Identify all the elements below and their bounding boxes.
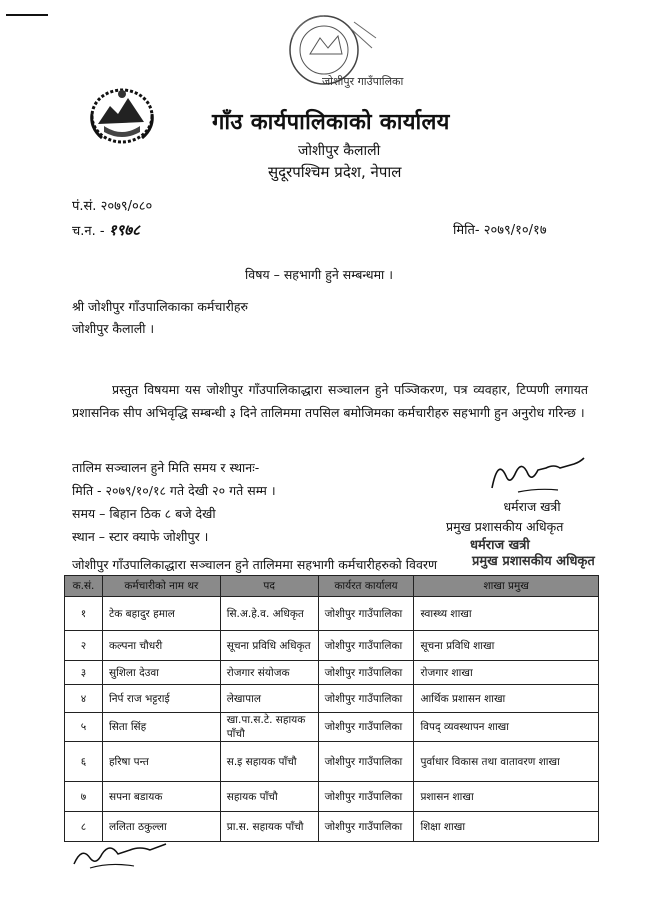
cell-branch: विपद् व्यवस्थापन शाखा [414, 713, 599, 742]
participants-table [64, 575, 599, 842]
cell-sn: ६ [65, 742, 103, 782]
cell-office: जोशीपुर गाउँपालिका [318, 713, 414, 742]
cell-name: कल्पना चौधरी [102, 631, 220, 661]
cell-post: प्रा.स. सहायक पाँचौ [220, 812, 318, 842]
cell-name: हरिषा पन्त [102, 742, 220, 782]
cell-branch: सूचना प्रविधि शाखा [414, 631, 599, 661]
table-row [65, 661, 599, 685]
addressee-line-2: जोशीपुर कैलाली । [72, 321, 155, 336]
cell-sn: ७ [65, 782, 103, 812]
top-left-dash [6, 14, 48, 16]
header-post: पद [220, 576, 318, 597]
office-location: जोशीपुर कैलाली [298, 143, 381, 159]
training-date: मिति - २०७९/१०/१८ गते देखी २० गते सम्म । [72, 483, 276, 498]
cell-sn: १ [65, 597, 103, 631]
signer-name: धर्मराज खत्री [503, 499, 561, 514]
table-row [65, 742, 599, 782]
chalani-label: च.न. - [72, 224, 105, 239]
cell-branch: शिक्षा शाखा [414, 812, 599, 842]
cell-sn: ३ [65, 661, 103, 685]
office-title: गाँउ कार्यपालिकाको कार्यालय [212, 110, 450, 135]
cell-office: जोशीपुर गाउँपालिका [318, 782, 414, 812]
cell-branch: स्वास्थ्य शाखा [414, 597, 599, 631]
letter-date: मिति- २०७९/१०/१७ [453, 223, 547, 238]
cell-office: जोशीपुर गाउँपालिका [318, 661, 414, 685]
cell-sn: ५ [65, 713, 103, 742]
training-place: स्थान – स्टार क्याफे जोशीपुर । [72, 529, 209, 544]
chalani-number: १९७८ [108, 221, 140, 239]
stamp-overlay-text: जोशीपुर गाउँपालिका [322, 75, 404, 88]
cell-branch: प्रशासन शाखा [414, 782, 599, 812]
table-row [65, 597, 599, 631]
name-stamp: धर्मराज खत्री [470, 538, 530, 553]
cell-branch: पुर्वाधार विकास तथा वातावरण शाखा [414, 742, 599, 782]
cell-office: जोशीपुर गाउँपालिका [318, 685, 414, 713]
addressee-line-1: श्री जोशीपुर गाँउपालिकाका कर्मचारीहरु [72, 299, 249, 314]
cell-post: सूचना प्रविधि अधिकृत [220, 631, 318, 661]
office-province: सुदूरपश्चिम प्रदेश, नेपाल [268, 163, 402, 181]
cell-office: जोशीपुर गाउँपालिका [318, 597, 414, 631]
cell-sn: २ [65, 631, 103, 661]
header-sn: क.सं. [65, 576, 103, 597]
header-branch: शाखा प्रमुख [414, 576, 599, 597]
chalani-number-line [72, 220, 140, 240]
body-paragraph: प्रस्तुत विषयमा यस जोशीपुर गाँउपालिकाद्धारा सञ्चालन हुने पञ्जिकरण, पत्र व्यवहार, टिप्पणी लगायत प्रशासनिक सीप अभिवृद्धि सम्बन्धी ३ दिने तालिममा तपसिल बमोजिमका कर्मचारीहरु सहभागी हुन अनुरोध गरिन्छ । [72, 382, 588, 420]
signer-designation: प्रमुख प्रशासकीय अधिकृत [446, 519, 564, 534]
cell-name: टेक बहादुर हमाल [102, 597, 220, 631]
patra-sankhya: पं.सं. २०७९/०८० [72, 199, 153, 214]
cell-name: सुशिला देउवा [102, 661, 220, 685]
cell-post: सि.अ.हे.व. अधिकृत [220, 597, 318, 631]
cell-branch: आर्थिक प्रशासन शाखा [414, 685, 599, 713]
cell-name: सिता सिंह [102, 713, 220, 742]
training-info [72, 456, 276, 548]
cell-post: सहायक पाँचौ [220, 782, 318, 812]
cell-post: रोजगार संयोजक [220, 661, 318, 685]
cell-post: खा.पा.स.टे. सहायक पाँचौ [220, 713, 318, 742]
cell-name: ललिता ठकुल्ला [102, 812, 220, 842]
table-row [65, 685, 599, 713]
cell-name: निर्प राज भट्टराई [102, 685, 220, 713]
table-row [65, 782, 599, 812]
table-row [65, 713, 599, 742]
table-header-row [65, 576, 599, 597]
cell-office: जोशीपुर गाउँपालिका [318, 631, 414, 661]
cell-name: सपना बडायक [102, 782, 220, 812]
cell-branch: रोजगार शाखा [414, 661, 599, 685]
bottom-signature [70, 836, 170, 870]
table-row [65, 631, 599, 661]
header-name: कर्मचारीको नाम थर [102, 576, 220, 597]
cell-sn: ४ [65, 685, 103, 713]
training-info-heading: तालिम सञ्चालन हुने मिति समय र स्थानः- [72, 460, 260, 475]
designation-stamp: प्रमुख प्रशासकीय अधिकृत [472, 554, 595, 569]
header-office: कार्यरत कार्यालय [318, 576, 414, 597]
letter-subject: विषय – सहभागी हुने सम्बन्धमा । [245, 267, 393, 282]
cell-sn: ८ [65, 812, 103, 842]
nepal-emblem-icon [88, 84, 156, 146]
table-heading: जोशीपुर गाँउपालिकाद्धारा सञ्चालन हुने तालिममा सहभागी कर्मचारीहरुको विवरण [72, 557, 438, 572]
handwritten-signature [488, 452, 588, 496]
cell-office: जोशीपुर गाउँपालिका [318, 812, 414, 842]
cell-post: लेखापाल [220, 685, 318, 713]
training-time: समय – बिहान ठिक ८ बजे देखी [72, 506, 216, 521]
cell-post: स.इ सहायक पाँचौ [220, 742, 318, 782]
cell-office: जोशीपुर गाउँपालिका [318, 742, 414, 782]
